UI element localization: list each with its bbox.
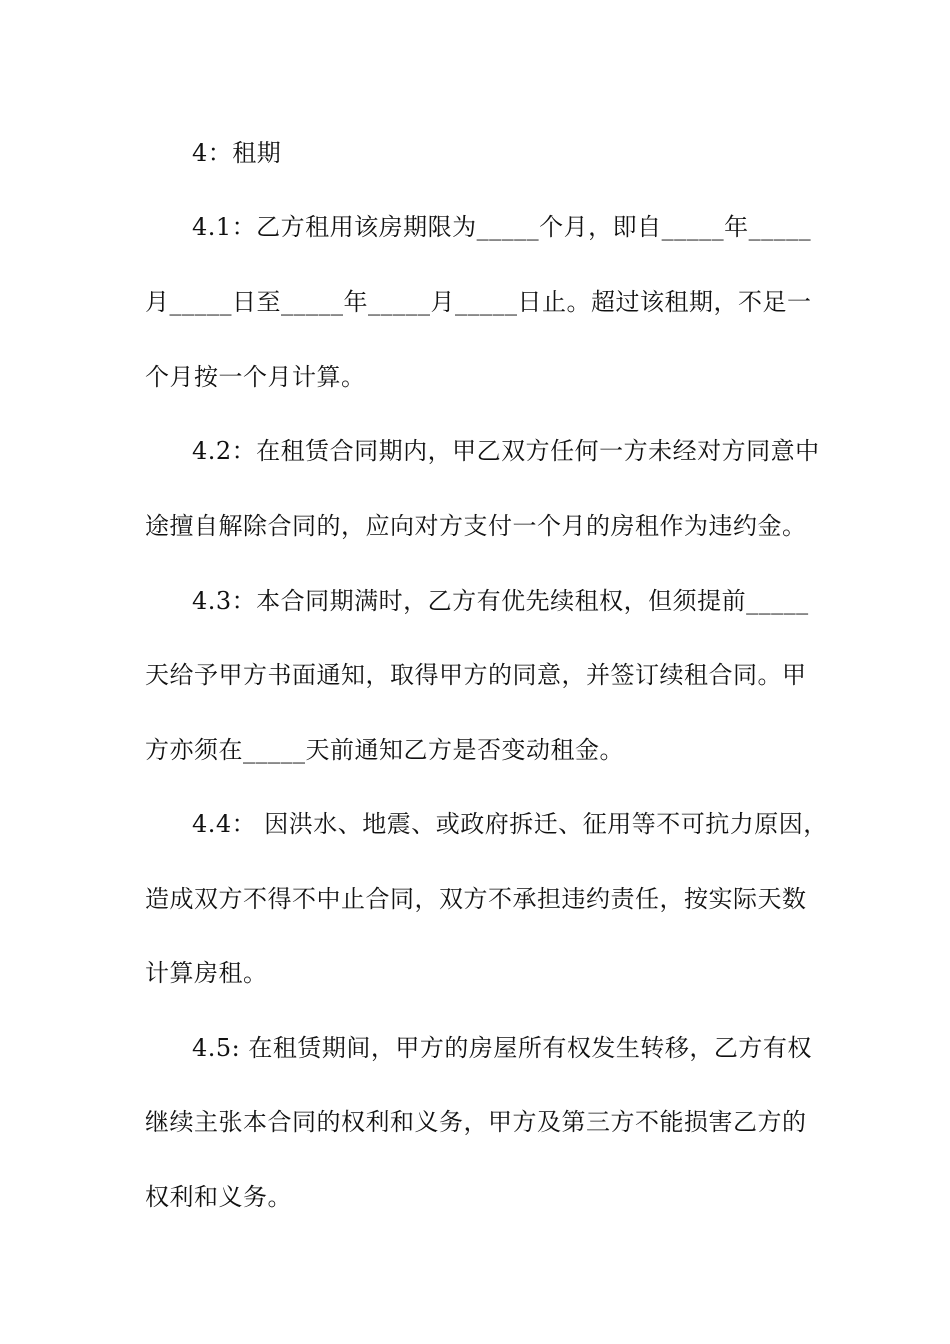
section-heading: 4：租期 (192, 139, 282, 167)
paragraph-line: 4.4： 因洪水、地震、或政府拆迁、征用等不可抗力原因， (192, 810, 828, 838)
paragraph-line: 个月按一个月计算。 (145, 363, 366, 391)
paragraph-line: 月_____日至_____年_____月_____日止。超过该租期，不足一 (145, 288, 812, 316)
paragraph-line: 4.5: 在租赁期间，甲方的房屋所有权发生转移，乙方有权 (192, 1034, 812, 1062)
paragraph-line: 继续主张本合同的权利和义务，甲方及第三方不能损害乙方的 (145, 1108, 807, 1136)
paragraph-line: 天给予甲方书面通知，取得甲方的同意，并签订续租合同。甲 (145, 661, 807, 689)
paragraph-line: 造成双方不得不中止合同，双方不承担违约责任，按实际天数 (145, 885, 807, 913)
paragraph-line: 途擅自解除合同的，应向对方支付一个月的房租作为违约金。 (145, 512, 807, 540)
paragraph-line: 权利和义务。 (145, 1183, 292, 1211)
paragraph-line: 4.1：乙方租用该房期限为_____个月，即自_____年_____ (192, 213, 812, 241)
paragraph-line: 4.3：本合同期满时，乙方有优先续租权，但须提前_____ (192, 587, 809, 615)
paragraph-line: 4.2：在租赁合同期内，甲乙双方任何一方未经对方同意中 (192, 437, 820, 465)
paragraph-line: 计算房租。 (145, 959, 268, 987)
paragraph-line: 方亦须在_____天前通知乙方是否变动租金。 (145, 736, 624, 764)
